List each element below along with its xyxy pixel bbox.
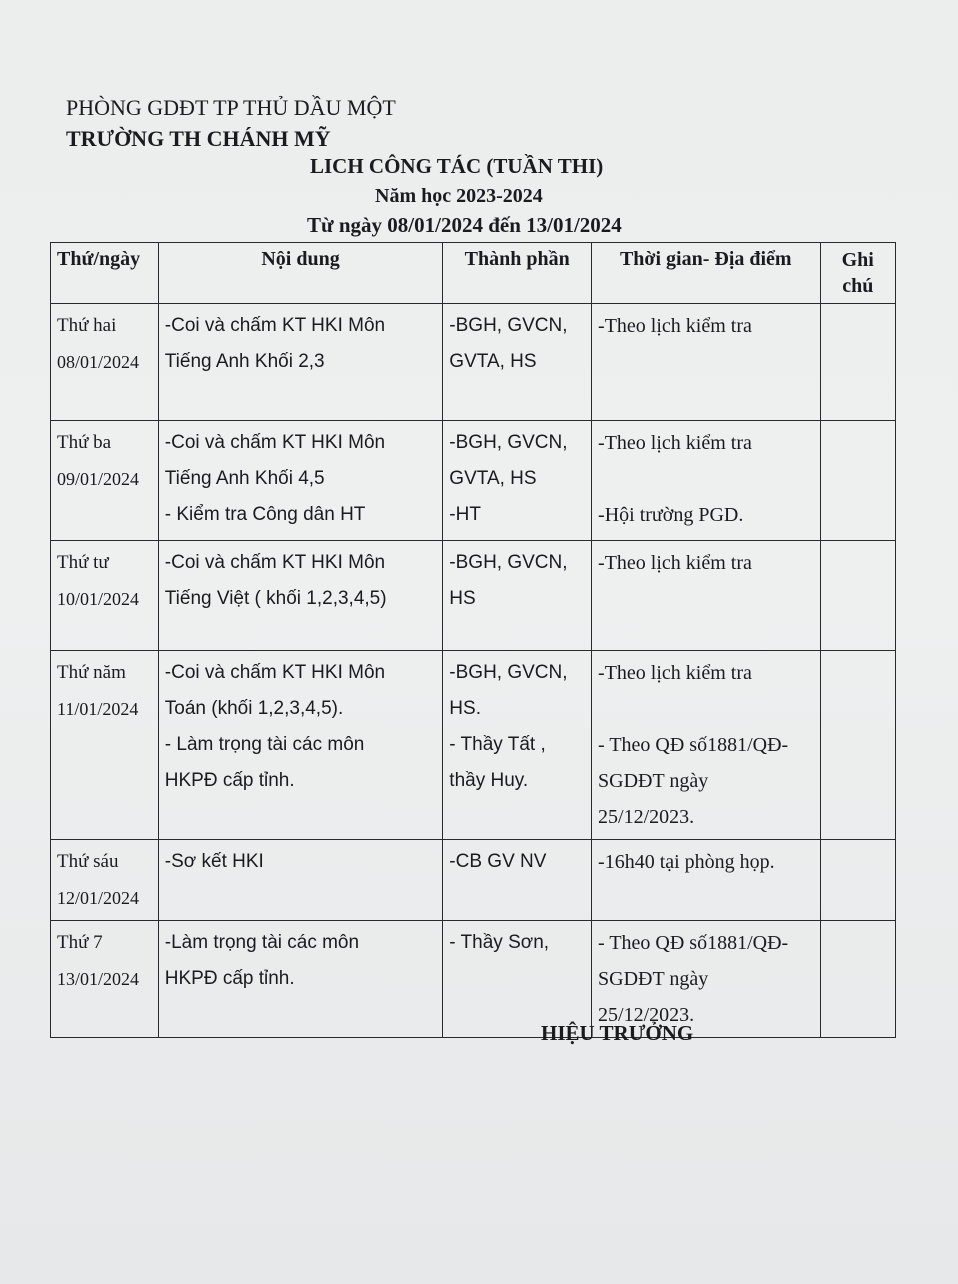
cell-content-line: - Kiểm tra Công dân HT [164, 504, 366, 525]
weekday-label: Thứ hai [57, 315, 117, 336]
agency-name: PHÒNG GDĐT TP THỦ DẦU MỘT [66, 95, 396, 120]
cell-time-place-line [598, 461, 813, 497]
cell-participants [443, 921, 592, 1038]
cell-participants-line: GVTA, HS [449, 468, 537, 489]
cell-participants-line: - Thầy Tất , [449, 734, 546, 755]
cell-time-place [592, 651, 820, 840]
table-row [51, 921, 896, 1038]
document-title: LICH CÔNG TÁC (TUẦN THI) [310, 154, 604, 178]
date-label: 12/01/2024 [57, 888, 140, 908]
cell-time-place-line: -Theo lịch kiểm tra [598, 662, 752, 684]
cell-content-line: HKPĐ cấp tỉnh. [164, 770, 295, 791]
column-header-participants: Thành phần [443, 243, 592, 304]
cell-time-place-line: - Theo QĐ số1881/QĐ- [598, 932, 789, 954]
weekday-label: Thứ ba [57, 432, 112, 453]
weekday-label: Thứ 7 [57, 932, 103, 953]
table-row [51, 304, 896, 421]
cell-participants-line: -BGH, GVCN, [449, 552, 568, 573]
signature-title: HIỆU TRƯỞNG [541, 1021, 694, 1045]
cell-content-line: HKPĐ cấp tỉnh. [164, 968, 295, 989]
cell-participants-line: thầy Huy. [449, 770, 529, 791]
cell-note [820, 921, 895, 1038]
cell-participants-line: HS [449, 588, 476, 609]
cell-content-line: - Làm trọng tài các môn [164, 734, 365, 755]
cell-content-line: -Coi và chấm KT HKI Môn [164, 315, 386, 336]
cell-day [51, 921, 159, 1038]
date-label: 08/01/2024 [57, 352, 140, 372]
column-header-note: Ghi chú [820, 243, 895, 304]
cell-time-place [592, 921, 820, 1038]
cell-note [820, 651, 895, 840]
cell-participants [443, 840, 592, 921]
cell-participants-line: -BGH, GVCN, [449, 315, 568, 336]
date-range: Từ ngày 08/01/2024 đến 13/01/2024 [307, 213, 622, 237]
school-year: Năm học 2023-2024 [375, 185, 543, 207]
cell-time-place-line: SGDĐT ngày [598, 770, 709, 792]
column-header-day: Thứ/ngày [51, 243, 159, 304]
cell-content [158, 840, 443, 921]
cell-content-line: -Làm trọng tài các môn [164, 932, 360, 953]
cell-participants-line: -BGH, GVCN, [449, 432, 568, 453]
cell-time-place-line: - Theo QĐ số1881/QĐ- [598, 734, 789, 756]
cell-participants [443, 304, 592, 421]
cell-time-place-line: -Hội trường PGD. [598, 504, 744, 526]
cell-time-place-line: -Theo lịch kiểm tra [598, 552, 752, 574]
date-label: 11/01/2024 [57, 699, 139, 719]
weekday-label: Thứ năm [57, 662, 126, 683]
cell-time-place-line: 25/12/2023. [598, 806, 695, 828]
weekday-label: Thứ sáu [57, 851, 119, 872]
cell-participants-line: -BGH, GVCN, [449, 662, 568, 683]
cell-participants-line: GVTA, HS [449, 351, 537, 372]
date-label: 09/01/2024 [57, 469, 140, 489]
cell-note [820, 541, 895, 651]
cell-day [51, 651, 159, 840]
cell-time-place-line: -Theo lịch kiểm tra [598, 432, 752, 454]
cell-content-line: -Coi và chấm KT HKI Môn [164, 432, 386, 453]
cell-participants-line: - Thầy Sơn, [449, 932, 550, 953]
cell-time-place [592, 421, 820, 541]
column-header-content: Nội dung [158, 243, 443, 304]
cell-time-place-line: -Theo lịch kiểm tra [598, 315, 752, 337]
cell-content [158, 651, 443, 840]
cell-day [51, 304, 159, 421]
cell-time-place [592, 541, 820, 651]
cell-day [51, 840, 159, 921]
cell-content-line: -Sơ kết HKI [164, 851, 264, 872]
cell-note [820, 421, 895, 541]
table-header-row [51, 243, 896, 304]
weekday-label: Thứ tư [57, 552, 109, 573]
table-row [51, 651, 896, 840]
school-name: TRƯỜNG TH CHÁNH MỸ [66, 126, 331, 151]
cell-content-line: Tiếng Anh Khối 4,5 [164, 468, 325, 489]
cell-time-place-line: -16h40 tại phòng họp. [598, 851, 775, 873]
column-header-time-place: Thời gian- Địa điểm [592, 243, 820, 304]
date-label: 13/01/2024 [57, 969, 140, 989]
cell-day [51, 421, 159, 541]
schedule-table [50, 242, 896, 1038]
cell-content [158, 421, 443, 541]
cell-time-place-line [598, 691, 813, 727]
cell-content [158, 541, 443, 651]
cell-content-line: Tiếng Việt ( khối 1,2,3,4,5) [164, 588, 387, 609]
cell-note [820, 840, 895, 921]
cell-content [158, 304, 443, 421]
cell-day [51, 541, 159, 651]
cell-content-line: -Coi và chấm KT HKI Môn [164, 662, 386, 683]
cell-content-line: -Coi và chấm KT HKI Môn [164, 552, 386, 573]
cell-time-place-line: SGDĐT ngày [598, 968, 709, 990]
cell-participants [443, 651, 592, 840]
table-row [51, 421, 896, 541]
cell-time-place [592, 304, 820, 421]
table-row [51, 840, 896, 921]
cell-participants [443, 421, 592, 541]
cell-content [158, 921, 443, 1038]
cell-content-line: Tiếng Anh Khối 2,3 [164, 351, 325, 372]
table-row [51, 541, 896, 651]
cell-participants-line: -HT [449, 504, 481, 525]
cell-note [820, 304, 895, 421]
cell-time-place [592, 840, 820, 921]
cell-participants-line: -CB GV NV [449, 851, 547, 872]
cell-time-place-line: 25/12/2023. [598, 1004, 695, 1026]
cell-content-line: Toán (khối 1,2,3,4,5). [164, 698, 344, 719]
date-label: 10/01/2024 [57, 589, 140, 609]
cell-participants-line: HS. [449, 698, 481, 719]
cell-participants [443, 541, 592, 651]
